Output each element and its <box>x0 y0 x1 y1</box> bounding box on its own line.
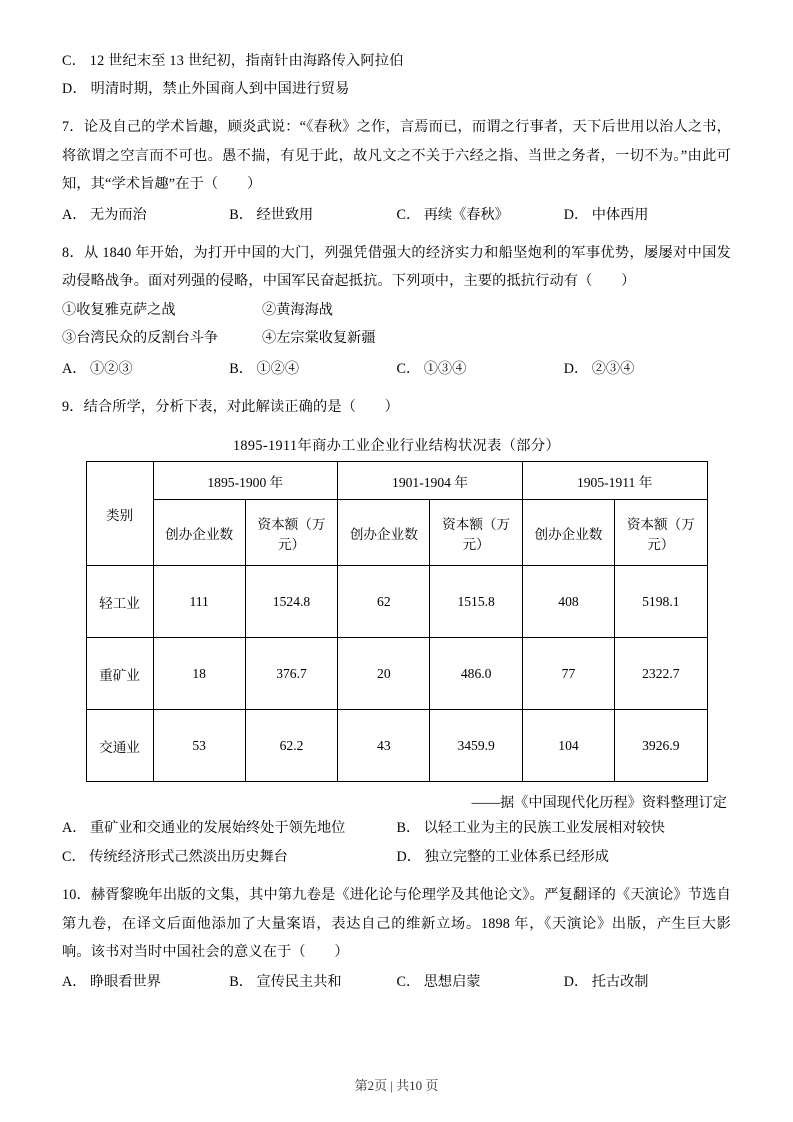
row-1-cell-1: 111 <box>153 566 245 638</box>
question-9-options-row-2 <box>62 843 731 871</box>
table-corner-label: 类别 <box>86 462 153 566</box>
period-header-2: 1901-1904 年 <box>338 462 523 500</box>
question-7-options <box>62 201 731 229</box>
q8-option-d[interactable]: D． ②③④ <box>563 360 635 377</box>
q9-option-b[interactable]: B． 以轻工业为主的民族工业发展相对较快 <box>396 820 665 837</box>
q8-option-c[interactable]: C． ①③④ <box>396 360 467 377</box>
row-3-category: 交通业 <box>86 710 153 782</box>
q8-item-3: ③台湾民众的反割台斗争 <box>62 330 219 347</box>
row-1-category: 轻工业 <box>86 566 153 638</box>
q8-item-4: ④左宗棠收复新疆 <box>262 330 376 347</box>
question-10 <box>62 881 731 997</box>
row-3-cell-5: 104 <box>522 710 614 782</box>
subheader-6: 资本额（万元） <box>615 500 707 566</box>
question-7-text: 7．论及自己的学术旨趣，顾炎武说：“《春秋》之作，言焉而已，而谓之行事者，天下后世用以治人之书，将欲谓之空言而不可也。愚不揣，有见于此，故凡文之不关于六经之指、当世之务者，一切不为。”由此可知，其“学术旨趣”在于（ ） <box>62 119 731 193</box>
subheader-2: 资本额（万元） <box>245 500 337 566</box>
question-8-options <box>62 355 731 383</box>
row-2-cell-3: 20 <box>338 638 430 710</box>
option-d-top: D． 明清时期，禁止外国商人到中国进行贸易 <box>62 80 350 97</box>
table-row <box>86 710 707 782</box>
question-9-text: 9．结合所学，分析下表，对此解读正确的是（ ） <box>62 399 400 416</box>
table-header-row-1 <box>86 462 707 500</box>
q9-option-a[interactable]: A． 重矿业和交通业的发展始终处于领先地位 <box>62 820 346 837</box>
row-2-cell-6: 2322.7 <box>615 638 707 710</box>
question-9 <box>62 393 731 871</box>
subheader-3: 创办企业数 <box>338 500 430 566</box>
industry-structure-table <box>86 461 708 782</box>
table-source: ——据《中国现代化历程》资料整理订定 <box>471 795 727 812</box>
q8-option-a[interactable]: A． ①②③ <box>62 360 133 377</box>
row-3-cell-1: 53 <box>153 710 245 782</box>
row-1-cell-2: 1524.8 <box>245 566 337 638</box>
q10-option-d[interactable]: D． 托古改制 <box>563 974 649 991</box>
row-3-cell-4: 3459.9 <box>430 710 522 782</box>
q10-option-c[interactable]: C． 思想启蒙 <box>396 974 481 991</box>
row-1-cell-3: 62 <box>338 566 430 638</box>
row-2-cell-5: 77 <box>522 638 614 710</box>
q9-option-c[interactable]: C． 传统经济形式己然淡出历史舞台 <box>62 848 288 865</box>
q10-option-a[interactable]: A． 睁眼看世界 <box>62 974 161 991</box>
q8-item-2: ②黄海海战 <box>262 301 333 318</box>
question-9-options-row-1 <box>62 814 731 842</box>
q7-option-c[interactable]: C． 再续《春秋》 <box>396 206 509 223</box>
question-10-options <box>62 968 731 996</box>
q9-option-d[interactable]: D． 独立完整的工业体系已经形成 <box>396 848 609 865</box>
page-footer: 第2页 | 共10 页 <box>354 1078 439 1093</box>
question-8 <box>62 239 731 383</box>
row-1-cell-5: 408 <box>522 566 614 638</box>
row-3-cell-3: 43 <box>338 710 430 782</box>
question-10-text: 10．赫胥黎晚年出版的文集，其中第九卷是《进化论与伦理学及其他论文》。严复翻译的《天演论》节选自第九卷，在译文后面他添加了大量案语，表达自己的维新立场。1898 年，《天演论》出版，产生巨大影响。该书对当时中国社会的意义在于（ ） <box>62 887 731 961</box>
row-1-cell-4: 1515.8 <box>430 566 522 638</box>
option-c-top: C． 12 世纪末至 13 世纪初，指南针由海路传入阿拉伯 <box>62 53 404 69</box>
table-row <box>86 566 707 638</box>
row-2-cell-1: 18 <box>153 638 245 710</box>
question-8-text: 8．从 1840 年开始，为打开中国的大门，列强凭借强大的经济实力和船坚炮利的军事优势，屡屡对中国发动侵略战争。面对列强的侵略，中国军民奋起抵抗。下列项中，主要的抵抗行动有（ ） <box>62 245 731 290</box>
period-header-1: 1895-1900 年 <box>153 462 338 500</box>
question-8-subline-1 <box>62 296 731 324</box>
subheader-4: 资本额（万元） <box>430 500 522 566</box>
q7-option-a[interactable]: A． 无为而治 <box>62 206 147 223</box>
q10-option-b[interactable]: B． 宣传民主共和 <box>229 974 342 991</box>
q7-option-d[interactable]: D． 中体西用 <box>563 206 649 223</box>
question-8-subline-2 <box>62 324 731 352</box>
subheader-1: 创办企业数 <box>153 500 245 566</box>
table-title: 1895-1911年商办工业企业行业结构状况表（部分） <box>232 438 561 455</box>
period-header-3: 1905-1911 年 <box>522 462 707 500</box>
q8-item-1: ①收复雅克萨之战 <box>62 301 176 318</box>
q7-option-b[interactable]: B． 经世致用 <box>229 206 314 223</box>
row-2-cell-4: 486.0 <box>430 638 522 710</box>
row-2-cell-2: 376.7 <box>245 638 337 710</box>
row-3-cell-2: 62.2 <box>245 710 337 782</box>
row-3-cell-6: 3926.9 <box>615 710 707 782</box>
table-row <box>86 638 707 710</box>
table-header-row-2 <box>86 500 707 566</box>
question-7 <box>62 113 731 229</box>
row-1-cell-6: 5198.1 <box>615 566 707 638</box>
q8-option-b[interactable]: B． ①②④ <box>229 360 300 377</box>
row-2-category: 重矿业 <box>86 638 153 710</box>
subheader-5: 创办企业数 <box>522 500 614 566</box>
